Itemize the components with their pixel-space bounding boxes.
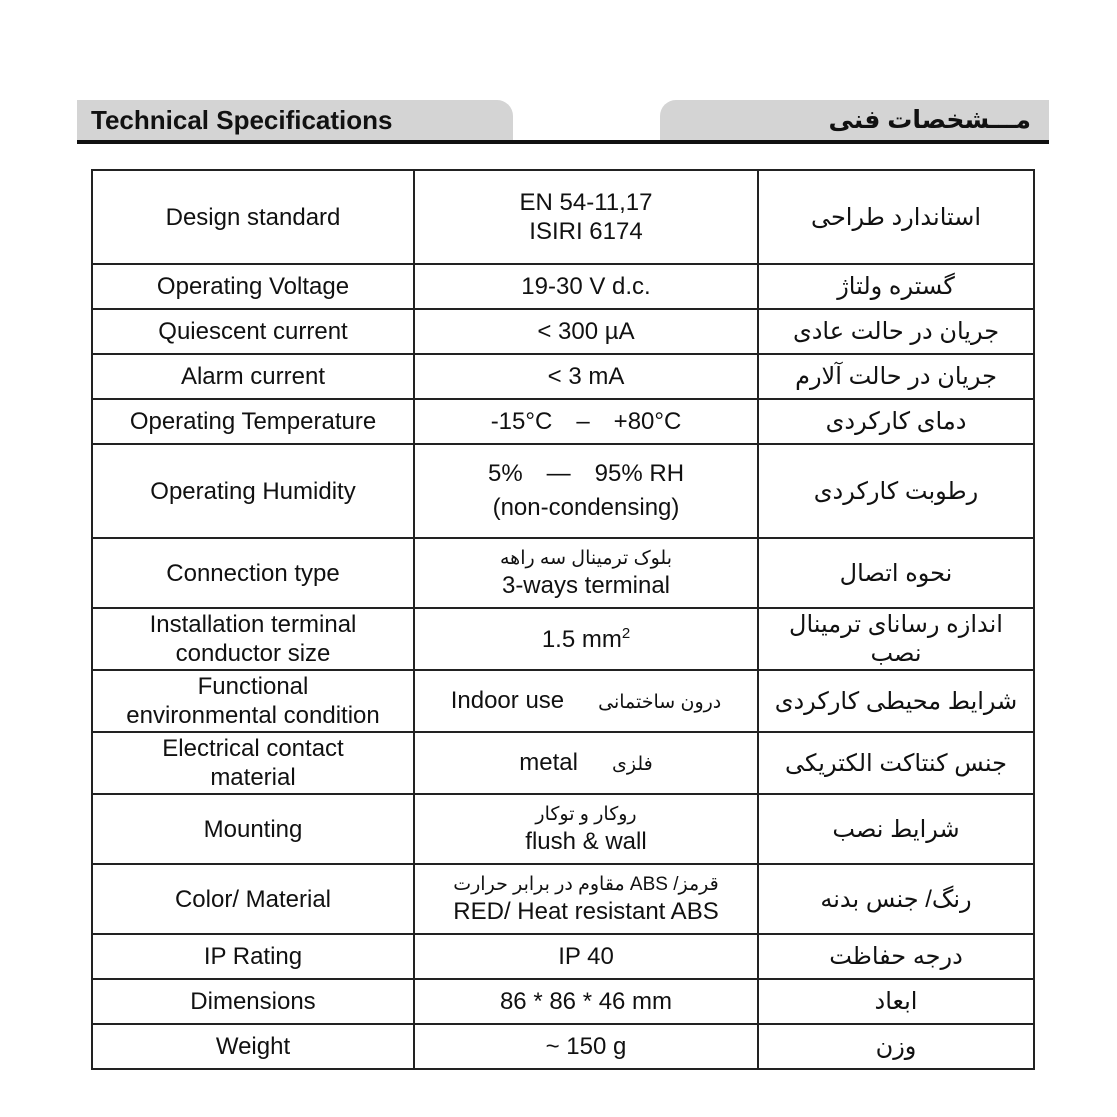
spec-row-terminal-conductor-size [92, 608, 1034, 670]
spec-name-fa: گستره ولتاژ [758, 264, 1034, 309]
spec-value [414, 538, 758, 608]
spec-value-en: metal [519, 748, 578, 776]
spec-name-fa: شرایط نصب [758, 794, 1034, 864]
spec-value [414, 670, 758, 732]
spec-name-en [92, 670, 414, 732]
spec-value-to: +80°C [613, 408, 682, 435]
spec-name-fa: رطوبت کارکردی [758, 444, 1034, 538]
spec-value-line: EN 54-11,17 [519, 189, 653, 216]
section-title-persian: مـــشخصات فنی [828, 106, 1031, 134]
spec-name-fa: ابعاد [758, 979, 1034, 1024]
spec-value-en: RED/ Heat resistant ABS [453, 897, 719, 925]
spec-name-fa: نحوه اتصال [758, 538, 1034, 608]
spec-name-fa: اندازه رسانای ترمینال نصب [758, 608, 1034, 670]
spec-value-from: 5% [487, 460, 523, 487]
spec-value-from: -15°C [490, 408, 553, 435]
spec-value [414, 732, 758, 794]
spec-name-line: Functional [197, 673, 309, 700]
header-divider [77, 140, 1049, 144]
spec-name-fa: درجه حفاظت [758, 934, 1034, 979]
spec-name-fa: دمای کارکردی [758, 399, 1034, 444]
spec-name-en: Design standard [92, 170, 414, 264]
spec-name-en: Connection type [92, 538, 414, 608]
section-title-english: Technical Specifications [91, 104, 393, 135]
spec-name-line: material [210, 764, 296, 791]
spec-row-connection-type [92, 538, 1034, 608]
spec-row-alarm-current [92, 354, 1034, 399]
spec-row-ip-rating [92, 934, 1034, 979]
spec-row-operating-voltage [92, 264, 1034, 309]
spec-name-fa: رنگ/ جنس بدنه [758, 864, 1034, 934]
spec-name-line: environmental condition [126, 702, 380, 729]
spec-row-operating-temperature [92, 399, 1034, 444]
spec-value-note: (non-condensing) [492, 494, 680, 521]
spec-name-fa: جریان در حالت عادی [758, 309, 1034, 354]
spec-name-en: Alarm current [92, 354, 414, 399]
spec-value [414, 399, 758, 444]
spec-value-superscript: 2 [621, 624, 631, 642]
spec-name-en: Dimensions [92, 979, 414, 1024]
spec-value-line: ISIRI 6174 [529, 218, 643, 245]
spec-value: 86 * 86 * 46 mm [414, 979, 758, 1024]
spec-name-en [92, 608, 414, 670]
spec-value-separator: – [576, 408, 590, 435]
spec-name-en: IP Rating [92, 934, 414, 979]
spec-name-line: Installation terminal [149, 611, 357, 638]
spec-value-en: Indoor use [450, 686, 565, 714]
spec-value-separator: — [546, 460, 571, 487]
spec-row-environmental-condition [92, 670, 1034, 732]
spec-name-en: Operating Humidity [92, 444, 414, 538]
spec-value-fa: روکار و توکار [535, 803, 637, 825]
spec-row-weight [92, 1024, 1034, 1069]
spec-row-operating-humidity [92, 444, 1034, 538]
spec-table [91, 169, 1035, 1070]
spec-name-en: Operating Voltage [92, 264, 414, 309]
spec-value-fa: قرمز/ ABS مقاوم در برابر حرارت [453, 873, 719, 895]
spec-name-en [92, 732, 414, 794]
spec-value-to: 95% RH [594, 460, 685, 487]
spec-name-en: Quiescent current [92, 309, 414, 354]
spec-value [414, 864, 758, 934]
spec-value-fa: فلزی [611, 753, 653, 775]
spec-row-mounting [92, 794, 1034, 864]
spec-name-fa: استاندارد طراحی [758, 170, 1034, 264]
spec-name-fa: جنس کنتاکت الکتریکی [758, 732, 1034, 794]
spec-value: < 3 mA [414, 354, 758, 399]
spec-row-contact-material [92, 732, 1034, 794]
spec-name-en: Mounting [92, 794, 414, 864]
spec-value [414, 444, 758, 538]
spec-value [414, 794, 758, 864]
spec-value-fa: درون ساختمانی [598, 691, 722, 713]
spec-name-en: Weight [92, 1024, 414, 1069]
spec-value [414, 608, 758, 670]
spec-value-en: flush & wall [525, 827, 647, 855]
spec-value-range [421, 457, 751, 491]
header-tab-english [77, 100, 513, 140]
spec-value: IP 40 [414, 934, 758, 979]
spec-name-fa: جریان در حالت آلارم [758, 354, 1034, 399]
spec-row-dimensions [92, 979, 1034, 1024]
spec-value: ~ 150 g [414, 1024, 758, 1069]
spec-name-fa: شرایط محیطی کارکردی [758, 670, 1034, 732]
spec-row-color-material [92, 864, 1034, 934]
header-tab-persian [660, 100, 1049, 140]
spec-value-fa: بلوک ترمینال سه راهه [499, 547, 672, 569]
spec-value: 19-30 V d.c. [414, 264, 758, 309]
spec-name-fa: وزن [758, 1024, 1034, 1069]
spec-value-en: 3-ways terminal [501, 571, 671, 599]
spec-name-line: Electrical contact [162, 735, 344, 762]
spec-name-en: Color/ Material [92, 864, 414, 934]
spec-name-line: conductor size [175, 640, 331, 667]
spec-value [414, 170, 758, 264]
spec-row-quiescent-current [92, 309, 1034, 354]
spec-row-design-standard [92, 170, 1034, 264]
spec-value: < 300 µA [414, 309, 758, 354]
spec-value-base: 1.5 mm [541, 625, 622, 653]
spec-name-en: Operating Temperature [92, 399, 414, 444]
